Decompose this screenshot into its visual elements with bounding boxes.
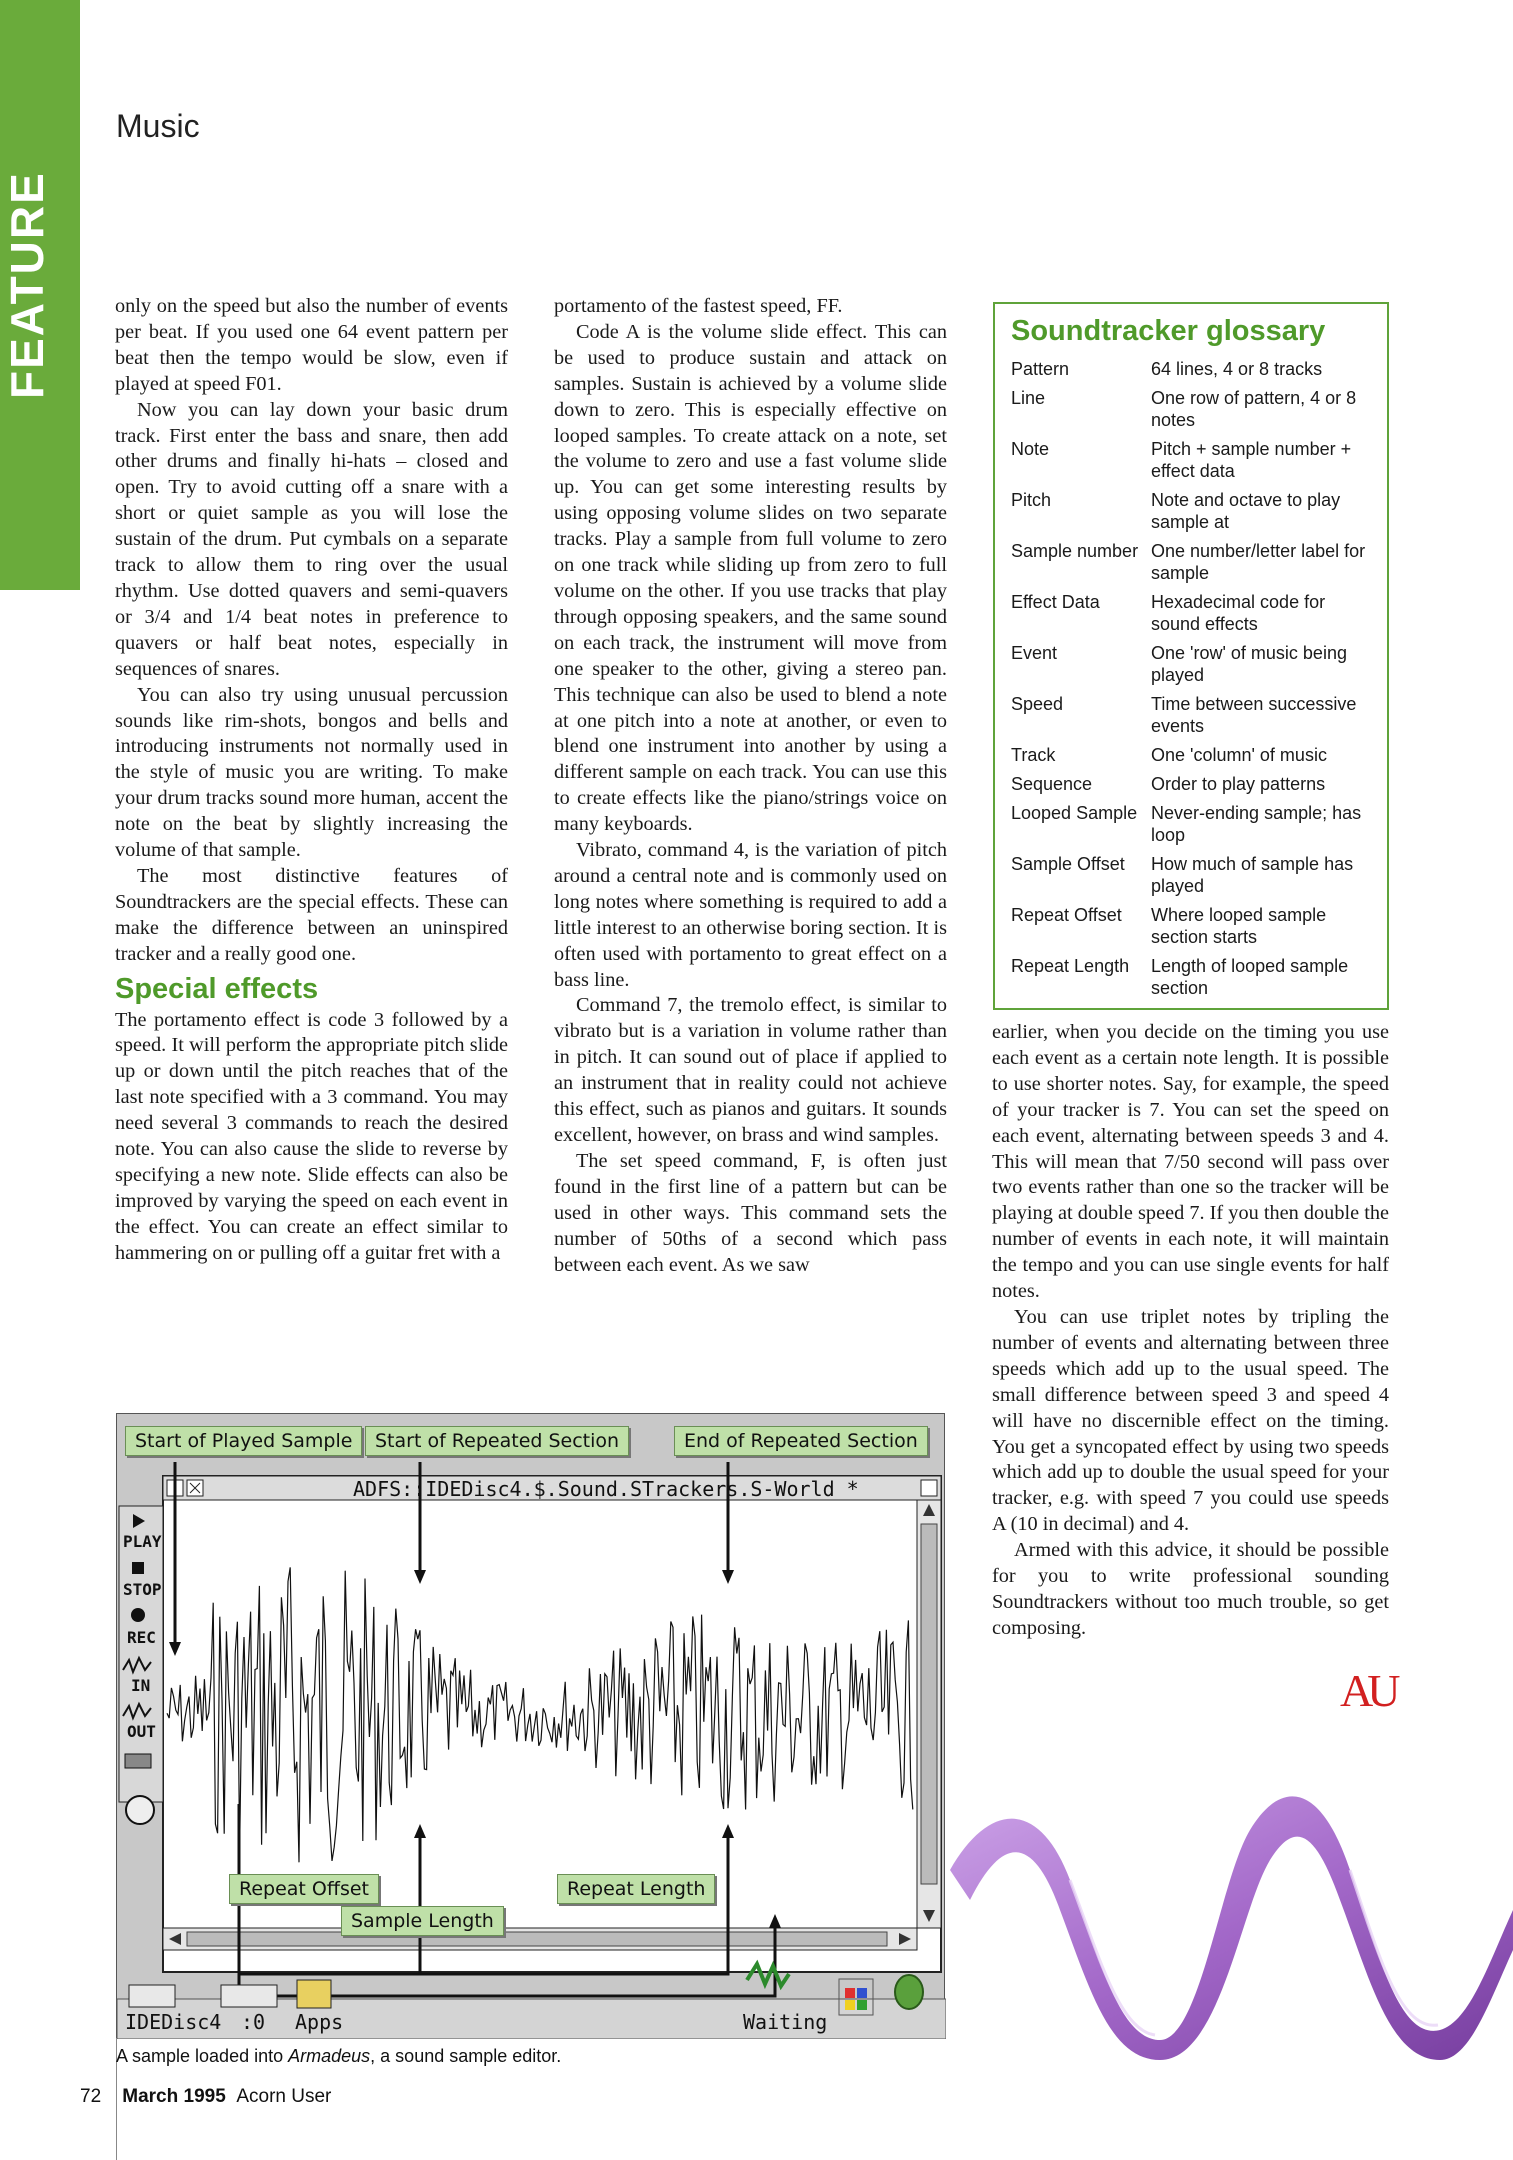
figure-caption	[116, 2046, 561, 2067]
paragraph: portamento of the fastest speed, FF.	[554, 295, 843, 317]
glossary-definition: Hexadecimal code for sound effects	[1151, 592, 1326, 634]
subheading-special-effects: Special effects	[115, 972, 319, 1005]
glossary-definition: Where looped sample section starts	[1151, 905, 1327, 947]
glossary-term: Note	[1011, 439, 1050, 459]
in-label[interactable]: IN	[131, 1676, 151, 1695]
glossary-title: Soundtracker glossary	[1011, 315, 1326, 347]
glossary-row	[1011, 853, 1373, 897]
glossary-definition: Pitch + sample number + effect data	[1151, 439, 1352, 481]
glossary-definition: Order to play patterns	[1151, 774, 1326, 794]
glossary-definition: How much of sample has played	[1151, 854, 1354, 896]
magnify-icon[interactable]	[126, 1796, 154, 1824]
glossary-term: Sequence	[1011, 774, 1093, 794]
apps-icon-label[interactable]: Apps	[295, 2010, 344, 2034]
caption-app-name: Armadeus	[288, 2046, 371, 2066]
page-footer	[80, 2086, 331, 2108]
section-title: Music	[116, 108, 200, 144]
glossary-row	[1011, 955, 1373, 999]
status-label: Waiting	[743, 2010, 828, 2034]
callout-start-repeated-section: Start of Repeated Section	[365, 1426, 629, 1456]
glossary-term: Track	[1011, 745, 1056, 765]
page-number: 72	[80, 2086, 102, 2107]
paragraph: The most distinctive features of Soundtrackers are the special effects. These can make the difference between an uninspired tracker and a really good one.	[115, 864, 508, 965]
record-icon[interactable]	[131, 1608, 145, 1622]
feature-strip	[0, 0, 80, 590]
paragraph: You can use triplet notes by tripling the number of events and alternating between three speeds which add up to the usual speed. The small difference between speed 3 and speed 4 will have no discernible effect on the timing. You get a syncopated effect by using two speeds which add up to double the usual speed for your tracker, e.g. with speed 7 you could use speeds A (10 in decimal) and 4.	[992, 1305, 1389, 1536]
apps-folder-icon[interactable]	[297, 1980, 331, 2008]
feature-label: FEATURE	[1, 171, 53, 399]
glossary-row	[1011, 489, 1373, 533]
glossary-box	[993, 302, 1389, 1010]
body-column-3	[992, 1020, 1389, 1642]
callout-end-repeated-section: End of Repeated Section	[674, 1426, 928, 1456]
glossary-definition: Note and octave to play sample at	[1151, 490, 1341, 532]
toggle-size-icon[interactable]	[921, 1480, 937, 1496]
stop-icon[interactable]	[132, 1562, 144, 1574]
purple-ribbon-decoration	[950, 1760, 1513, 2060]
ram-icon-label[interactable]: :0	[241, 2010, 266, 2034]
glossary-definition: 64 lines, 4 or 8 tracks	[1151, 359, 1323, 379]
glossary-row	[1011, 358, 1373, 380]
paragraph: You can also try using unusual percussion sounds like rim-shots, bongos and bells and introducing instruments not normally used in the style of music you are writing. To make your drum tracks sound more human, accent the note on the beat by slightly increasing the volume of that sample.	[115, 683, 508, 862]
glossary-row	[1011, 693, 1373, 737]
stop-label[interactable]: STOP	[123, 1580, 162, 1599]
callout-start-played-sample: Start of Played Sample	[125, 1426, 362, 1456]
vertical-scroll-thumb[interactable]	[921, 1524, 937, 1884]
rec-label[interactable]: REC	[127, 1628, 156, 1647]
glossary-definition: One 'column' of music	[1151, 745, 1327, 765]
acorn-user-logo: AU	[1340, 1665, 1395, 1716]
paragraph: Command 7, the tremolo effect, is similar to vibrato but is a variation in volume rather than in pitch. It can sound out of place if applied to an instrument that in reality could not achieve this effect, such as pianos and guitars. It sounds excellent, however, on brass and wind samples.	[554, 994, 947, 1146]
body-column-1	[115, 294, 508, 1267]
glossary-row	[1011, 642, 1373, 686]
issue-date: March 1995	[122, 2086, 226, 2107]
glossary-term: Sample number	[1011, 541, 1139, 561]
glossary-row	[1011, 540, 1373, 584]
horizontal-scroll-thumb[interactable]	[187, 1932, 887, 1946]
glossary-term: Sample Offset	[1011, 854, 1125, 874]
glossary-term: Line	[1011, 388, 1046, 408]
acorn-icon[interactable]	[895, 1975, 923, 2009]
disc-icon-label[interactable]: IDEDisc4	[125, 2010, 222, 2034]
paragraph: The portamento effect is code 3 followed by a speed. It will perform the appropriate pitch slide up or down until the pitch reaches that of the last note specified with a 3 command. You may need several 3 commands to reach the desired note. You can also cause the slide to reverse by specifying a new note. Slide effects can also be improved by varying the speed on each event in the effect. You can create an effect similar to hammering on or pulling off a guitar fret with a	[115, 1008, 508, 1264]
caption-text: A sample loaded into	[116, 2046, 289, 2066]
paragraph: Vibrato, command 4, is the variation of pitch around a central note and is commonly used on long notes where something is required to add a little interest to an otherwise boring section. It is often used with portamento to great effect on a bass line.	[554, 839, 947, 991]
glossary-term: Repeat Offset	[1011, 905, 1122, 925]
glossary-definition: Never-ending sample; has loop	[1151, 803, 1362, 845]
callout-repeat-length: Repeat Length	[557, 1874, 715, 1904]
ribbon-shape	[950, 1796, 1513, 2060]
ram-disc-icon[interactable]	[221, 1985, 277, 2007]
callout-repeat-offset: Repeat Offset	[229, 1874, 379, 1904]
paragraph: Armed with this advice, it should be possible for you to write professional sounding Soundtrackers without too much trouble, so get composing.	[992, 1539, 1389, 1639]
screenshot-graphics	[117, 1414, 946, 2039]
glossary-term: Effect Data	[1011, 592, 1100, 612]
glossary-definition: Time between successive events	[1151, 694, 1357, 736]
glossary-row	[1011, 744, 1373, 766]
glossary-term: Pitch	[1011, 490, 1052, 510]
glossary-row	[1011, 438, 1373, 482]
glossary-term: Speed	[1011, 694, 1064, 714]
window-title: ADFS::IDEDisc4.$.Sound.STrackers.S-World *	[353, 1477, 859, 1501]
magazine-name: Acorn User	[236, 2086, 332, 2107]
glossary-term: Event	[1011, 643, 1058, 663]
glossary-definition: Length of looped sample section	[1151, 956, 1349, 998]
paragraph: only on the speed but also the number of events per beat. If you used one 64 event pattern per beat then the tempo would be slow, even if played at speed F01.	[115, 295, 508, 395]
out-label[interactable]: OUT	[127, 1722, 156, 1741]
glossary-row	[1011, 802, 1373, 846]
glossary-row	[1011, 773, 1373, 795]
disc-icon[interactable]	[129, 1985, 175, 2007]
paragraph: The set speed command, F, is often just found in the first line of a pattern but can be used in other ways. This command sets the number of 50ths of a second which pass between each event. As we saw	[554, 1149, 947, 1276]
glossary-definition: One 'row' of music being played	[1151, 643, 1347, 685]
speaker-icon[interactable]	[125, 1754, 151, 1768]
glossary-term: Repeat Length	[1011, 956, 1130, 976]
callout-sample-length: Sample Length	[341, 1906, 504, 1936]
glossary-definition: One row of pattern, 4 or 8 notes	[1151, 388, 1357, 430]
sample-editor-screenshot	[116, 1413, 945, 2038]
paragraph: earlier, when you decide on the timing you use each event as a certain note length. It is possible to use shorter notes. Say, for example, the speed of your tracker is 7. You can set the speed on each event, alternating between speeds 3 and 4. This will mean that 7/50 second will pass over two events rather than one so the tracker will be playing at double speed 7. If you then double the number of events in each note, it will maintain the tempo and you can use single events for half notes.	[992, 1021, 1389, 1303]
glossary-row	[1011, 387, 1373, 431]
glossary-row	[1011, 591, 1373, 635]
glossary-list	[1011, 358, 1373, 999]
body-column-2	[554, 294, 947, 1278]
glossary-row	[1011, 904, 1373, 948]
play-label[interactable]: PLAY	[123, 1532, 162, 1551]
glossary-term: Pattern	[1011, 359, 1070, 379]
glossary-definition: One number/letter label for sample	[1151, 541, 1366, 583]
caption-text: , a sound sample editor.	[370, 2046, 562, 2066]
glossary-term: Looped Sample	[1011, 803, 1138, 823]
paragraph: Code A is the volume slide effect. This can be used to produce sustain and attack on samples. Sustain is achieved by a volume slide down to zero. This is especially effective on looped samples. To create attack on a note, set the volume to zero and use a fast volume slide up. You can get some interesting results by using opposing volume slides on two separate tracks. Play a sample from full volume to zero on one track while sliding up from zero to full volume on the other. If you use tracks that play through opposing speakers, and the same sound on each track, the instrument will move from one speaker to the other, giving a stereo pan. This technique can also be used to blend a note at one pitch into a note at another, or even to blend one instrument into another by using a different sample on each track. You can use this to create effects like the piano/strings voice on many keyboards.	[554, 320, 947, 836]
paragraph: Now you can lay down your basic drum track. First enter the bass and snare, then add other drums and finally hi-hats – closed and open. Try to avoid cutting off a snare with a short or quiet sample as you will lose the sustain of the drum. Put cymbals on a separate track to allow them to ring over the usual rhythm. Use dotted quavers and semi-quavers or 3/4 and 1/4 beat notes in preference to quavers or half beat notes, especially in sequences of snares.	[115, 398, 508, 680]
